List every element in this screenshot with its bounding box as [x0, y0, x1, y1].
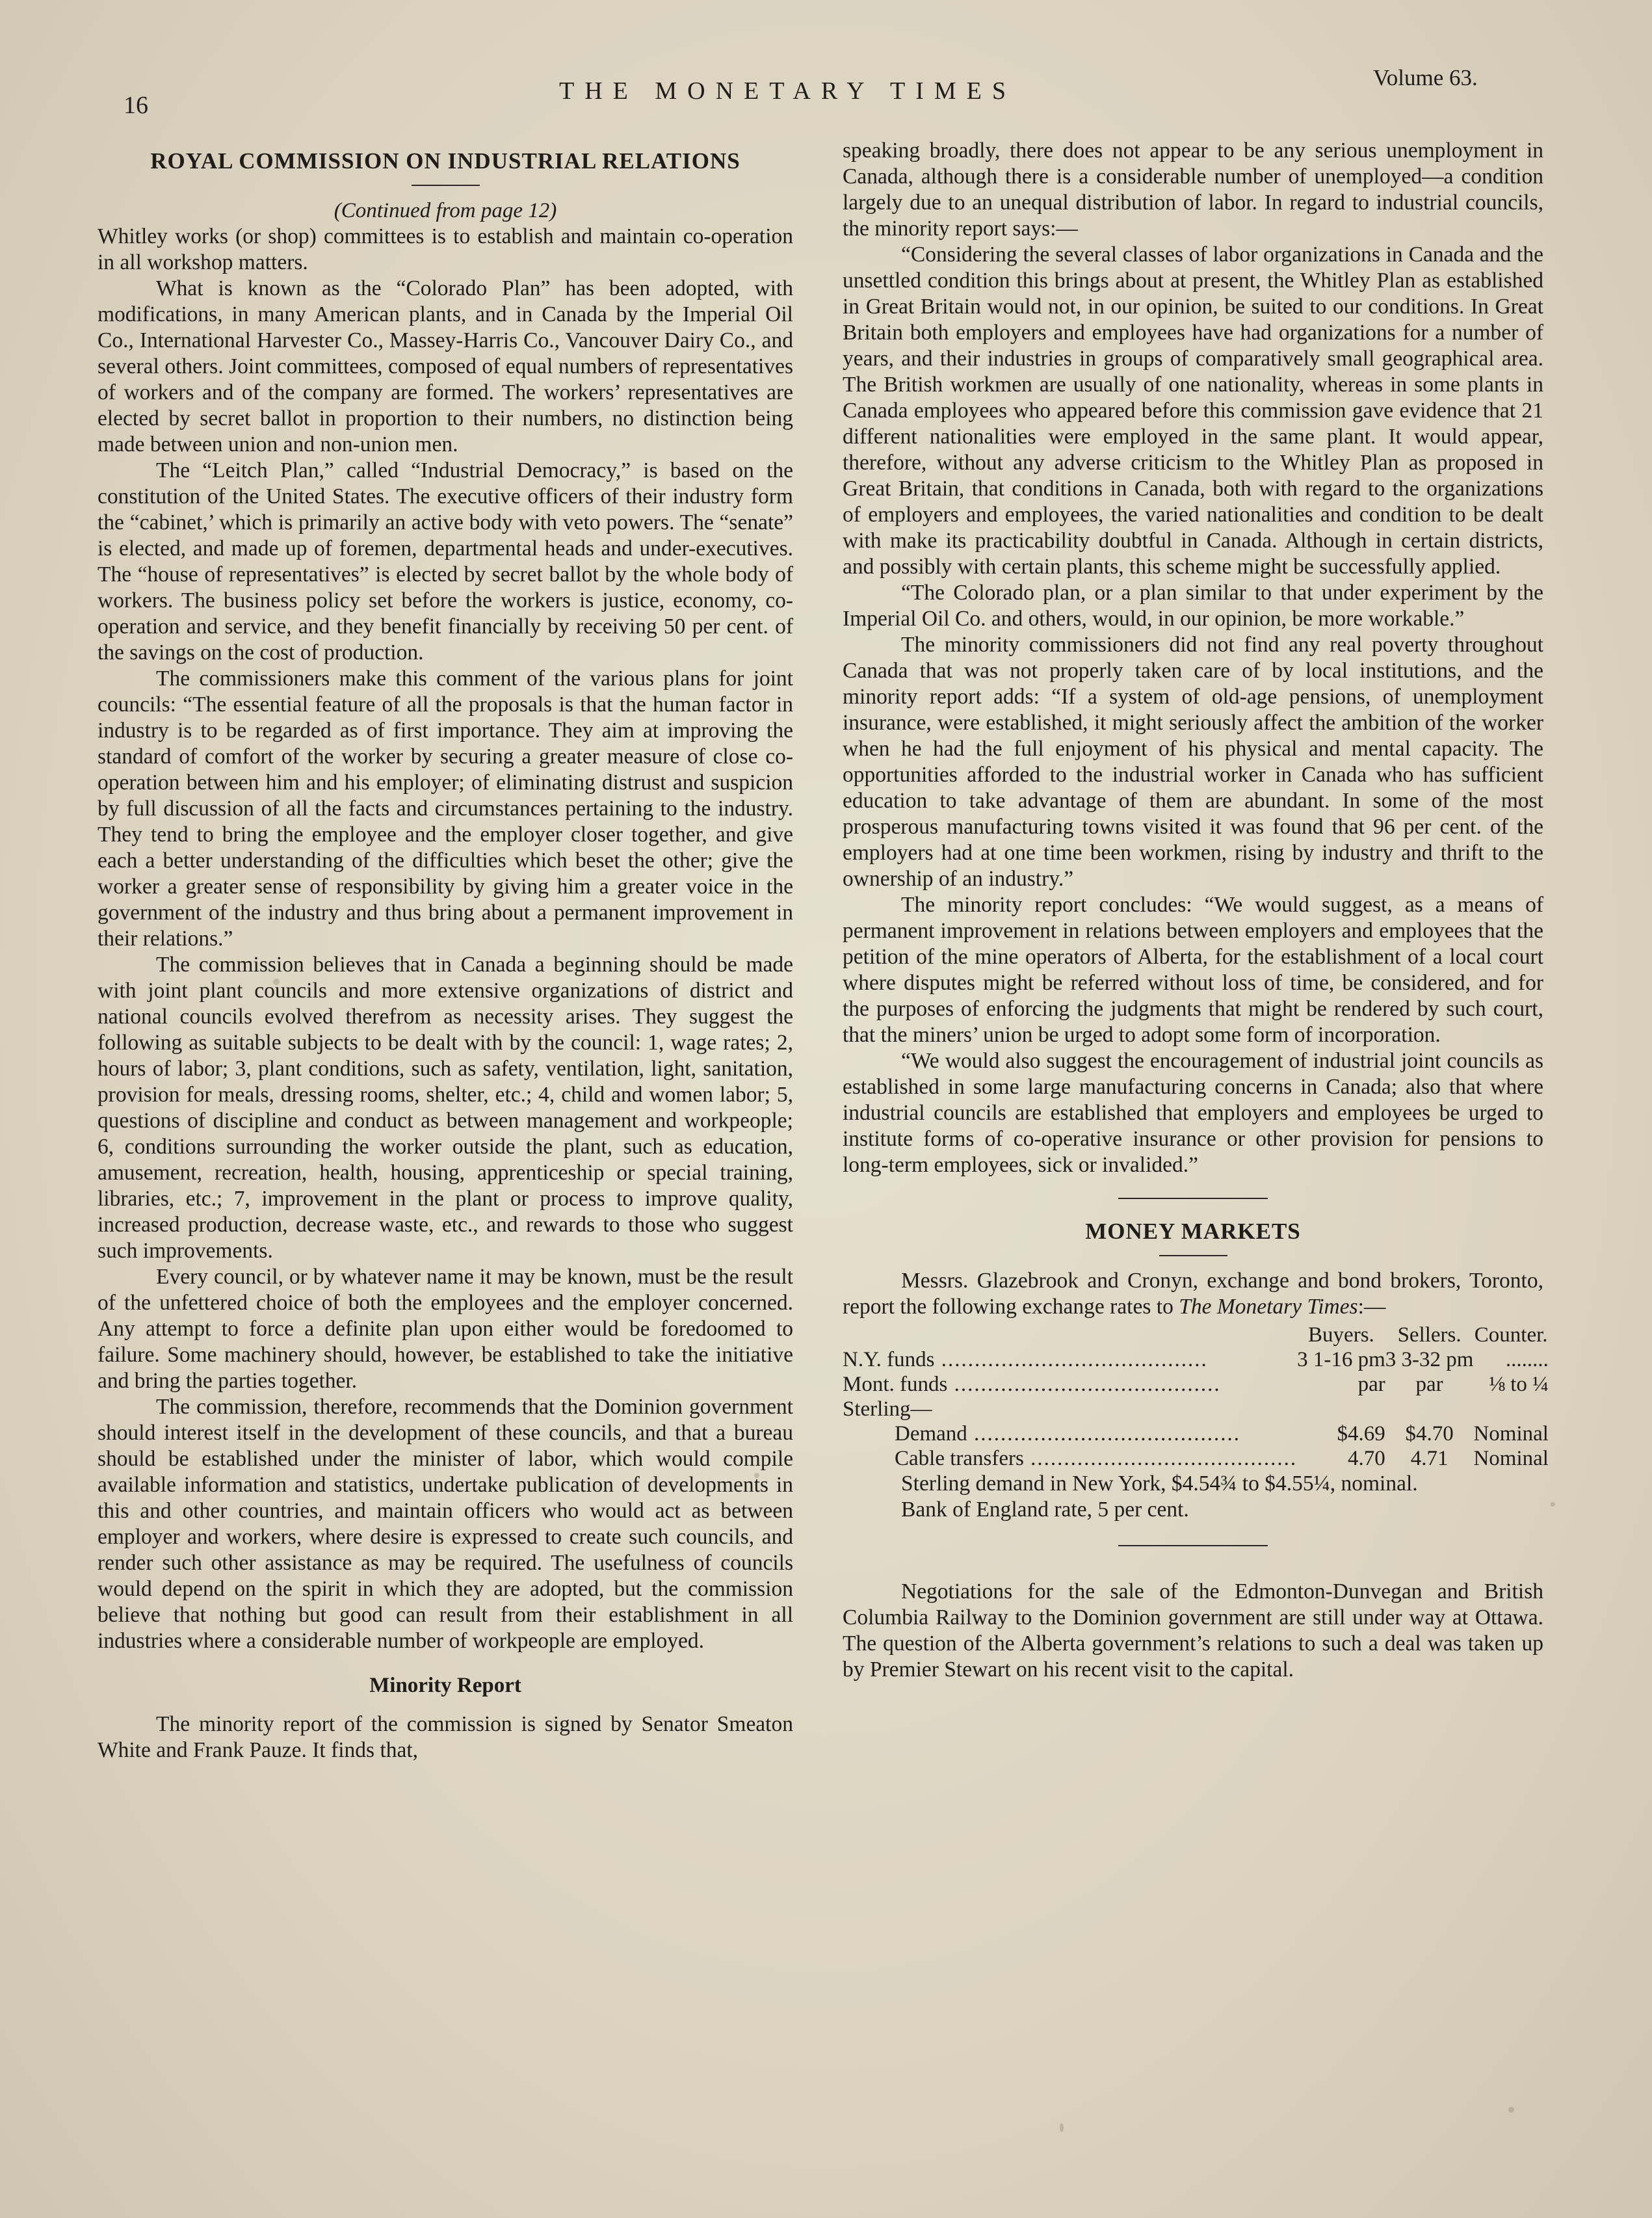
counter-cell: ........ [1505, 1348, 1549, 1371]
article-title: ROYAL COMMISSION ON INDUSTRIAL RELATIONS [150, 148, 741, 174]
article-paragraph: The commissioners make this comment of the various plans for joint councils: “The essential feature of all the proposals is that the human factor in industry is to be regarded as of first importance. They aim at improving the standard of comfort of the worker by securing a greater measure of close co-operation between him and his employer; of eliminating distrust and suspicion by full discussion of all the facts and circumstances pertaining to the industry. They tend to bring the employee and the employer closer together, and give each a better understanding of the difficulties which beset the other; give the worker a greater sense of responsibility by giving him a greater voice in the government of the industry and thus bring about a permanent improvement in their relations.” [98, 667, 793, 951]
article-paragraph: The minority commissioners did not find any real poverty throughout Canada that was not properly taken care of by local institutions, and the minority report adds: “If a system of old-age pensions, of unemployment insurance, were established, it might seriously affect the ambition of the worker when he had the full enjoyment of his physical and mental capacity. The opportunities afforded to the industrial worker in Canada who has sufficient education to take advantage of them are abundant. In some of the most prosperous manufacturing towns visited it was found that 96 per cent. of the employers had at one time been workmen, rising by industry and thrift to the ownership of an industry.” [843, 633, 1543, 891]
article-paragraph: The commission, therefore, recommends that the Dominion government should interest itself in the development of these councils, and that a bureau should be established under the minister of labor, which would compile available information and statistics, undertake publication of developments in this and other countries, and maintain officers who would act as between employer and workers, where desire is expressed to create such councils, and render such other assistance as may be required. The usefulness of councils would depend on the spirit in which they are adopted, but the commission believe that nothing but good can result from their establishment in all industries where a considerable number of workpeople are employed. [98, 1395, 793, 1653]
table-row [843, 1421, 1549, 1446]
paper-speck [1551, 1502, 1555, 1507]
article-paragraph: “We would also suggest the encouragement of industrial joint councils as established in some large manufacturing concerns in Canada; also that where industrial councils are established that employers and employees be urged to institute forms of co-operative insurance or other provision for pensions to long-term employees, sick or invalided.” [843, 1049, 1543, 1177]
negotiations-paragraph: Negotiations for the sale of the Edmonton-Dunvegan and British Columbia Railway to the Dominion government are still under way at Ottawa. The question of the Alberta government’s relations to such a deal was taken up by Premier Stewart on his recent visit to the capital. [843, 1579, 1543, 1682]
left-column [98, 148, 793, 1763]
table-row [843, 1347, 1549, 1372]
masthead: THE MONETARY TIMES [559, 77, 1016, 105]
title-rule [1159, 1255, 1227, 1256]
row-label: Demand ..... [895, 1421, 1297, 1446]
article-paragraph: Every council, or by whatever name it may be known, must be the result of the unfettered choice of both the employees and the employer concerned. Any attempt to force a definite plan upon either would be foredoomed to failure. Some machinery should, however, be established to take the initiative and bring the parties together. [98, 1265, 793, 1393]
row-label: Sterling— [843, 1397, 932, 1421]
article-paragraph: The commission believes that in Canada a beginning should be made with joint plant councils and more extensive organizations of district and national councils evolved therefrom as necessity arises. They suggest the following as suitable subjects to be dealt with by the council: 1, wage rates; 2, hours of labor; 3, plant conditions, such as safety, ventilation, light, sanitation, provision for meals, dressing rooms, shelter, etc.; 4, child and women labor; 5, questions of discipline and conduct as between management and workpeople; 6, conditions surrounding the worker outside the plant, such as education, amusement, recreation, health, housing, apprenticeship or special training, libraries, etc.; 7, improvement in the plant or process to improve quality, increased production, decrease waste, etc., and rewards to those who suggest such improvements. [98, 953, 793, 1263]
intro-text-end: :— [1357, 1295, 1386, 1319]
article-paragraph: The minority report concludes: “We would suggest, as a means of permanent improvement in relations between employers and employees that the petition of the mine operators of Alberta, for the establishment of a local court where disputes might be referred without loss of time, be considered, and for the purposes of enforcing the judgments that might be rendered by such court, that the miners’ union be urged to adopt some form of incorporation. [843, 893, 1543, 1047]
table-row [843, 1372, 1549, 1397]
sellers-cell: 3 3-32 pm [1385, 1348, 1474, 1371]
table-row [843, 1397, 1549, 1421]
paper-speck [754, 1473, 759, 1478]
sterling-new-york-note: Sterling demand in New York, $4.54¾ to $4.55¼, nominal. [901, 1472, 1418, 1496]
intro-text: Messrs. Glazebrook and Cronyn, exchange and bond brokers, Toronto, report the following exchange rates to [843, 1269, 1543, 1319]
section-divider [1118, 1545, 1268, 1546]
counter-cell: Nominal [1473, 1422, 1549, 1446]
page-number: 16 [124, 92, 148, 119]
article-paragraph: The minority report of the commission is signed by Senator Smeaton White and Frank Pauze. It finds that, [98, 1712, 793, 1762]
article-paragraph: speaking broadly, there does not appear to be any serious unemployment in Canada, although there is a considerable number of unemployed—a condition largely due to an unequal distribution of labor. In regard to industrial councils, the minority report says:— [843, 139, 1543, 241]
paper-speck [1060, 2123, 1064, 2132]
row-label: Cable transfers ..... [895, 1446, 1297, 1471]
paper-speck [273, 979, 280, 985]
article-paragraph: Whitley works (or shop) committees is to establish and maintain co-operation in all workshop matters. [98, 224, 793, 274]
buyers-cell: par [1357, 1373, 1385, 1396]
paper-speck [1508, 2107, 1514, 2113]
continued-note: (Continued from page 12) [334, 199, 557, 222]
table-header-row [843, 1323, 1549, 1347]
sellers-cell: 4.71 [1410, 1447, 1449, 1470]
buyers-cell: 4.70 [1348, 1447, 1385, 1470]
column-header: Buyers. [1308, 1323, 1374, 1347]
buyers-cell: 3 1-16 pm [1297, 1348, 1385, 1371]
minority-report-heading: Minority Report [369, 1674, 521, 1697]
counter-cell: ⅛ to ¼ [1489, 1373, 1549, 1396]
right-column [843, 138, 1549, 1683]
exchange-rates-table [843, 1323, 1549, 1471]
row-label: Mont. funds ..... [843, 1372, 1297, 1397]
title-rule [412, 185, 480, 186]
sellers-cell: par [1415, 1373, 1443, 1396]
article-paragraph: The “Leitch Plan,” called “Industrial Democracy,” is based on the constitution of the United States. The executive officers of their industry form the “cabinet,’ which is primarily an active body with veto powers. The “senate” is elected, and made up of foremen, departmental heads and under-executives. The “house of representatives” is elected by secret ballot by the whole body of workers. The business policy set before the workers is justice, economy, co-operation and service, and they benefit financially by receiving 50 per cent. of the savings on the cost of production. [98, 458, 793, 665]
article-paragraph: “The Colorado plan, or a plan similar to that under experiment by the Imperial Oil Co. and others, would, in our opinion, be more workable.” [843, 581, 1543, 631]
money-markets-title: MONEY MARKETS [1085, 1219, 1301, 1244]
section-divider [1118, 1198, 1268, 1199]
volume-label: Volume 63. [1373, 65, 1478, 90]
row-label: N.Y. funds ..... [843, 1347, 1297, 1372]
column-header: Sellers. [1397, 1323, 1462, 1347]
bank-rate-note: Bank of England rate, 5 per cent. [901, 1498, 1189, 1522]
buyers-cell: $4.69 [1337, 1422, 1385, 1446]
sellers-cell: $4.70 [1405, 1422, 1454, 1446]
counter-cell: Nominal [1473, 1447, 1549, 1470]
column-header: Counter. [1474, 1323, 1548, 1347]
table-row [843, 1446, 1549, 1471]
article-paragraph: “Considering the several classes of labor organizations in Canada and the unsettled condition this brings about at present, the Whitley Plan as established in Great Britain would not, in our opinion, be suited to our conditions. In Great Britain both employers and employees have had organizations for a number of years, and their industries in groups of comparatively small geographical area. The British workmen are usually of one nationality, whereas in some plants in Canada employees who appeared before this commission gave evidence that 21 different nationalities were employed in the same plant. It would appear, therefore, without any adverse criticism to the Whitley Plan as proposed in Great Britain, that conditions in Canada, both with regard to the organizations of employers and employees, the varied nationalities and condition to be dealt with make its practicability doubtful in Canada. Although in certain districts, and possibly with certain plants, this scheme might be successfully applied. [843, 243, 1543, 579]
money-markets-intro [843, 1268, 1543, 1320]
publication-name: The Monetary Times [1179, 1295, 1358, 1319]
article-paragraph: What is known as the “Colorado Plan” has been adopted, with modifications, in many American plants, and in Canada by the Imperial Oil Co., International Harvester Co., Massey-Harris Co., Vancouver Dairy Co., and several others. Joint committees, composed of equal numbers of representatives of workers and of the company are formed. The workers’ representatives are elected by secret ballot in proportion to their numbers, no distinction being made between union and non-union men. [98, 276, 793, 456]
